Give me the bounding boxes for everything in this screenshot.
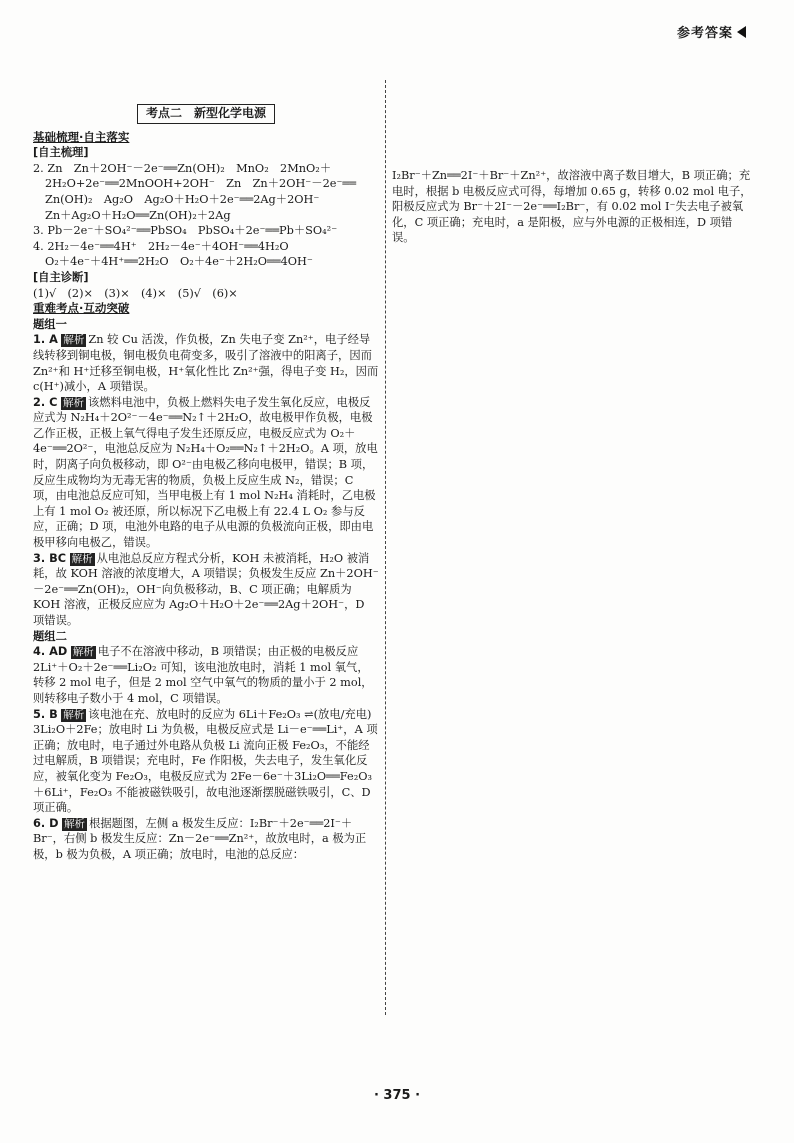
answer-text: 从电池总反应方程式分析，KOH 未被消耗，H₂O 被消耗，故 KOH 溶液的浓度增大，A 项错误；负极发生反应 Zn＋2OH⁻－2e⁻══Zn(OH)₂，OH⁻向负极移动，B、C 项正确；电解质为 KOH 溶液，正极反应应为 Ag₂O＋H₂O＋2e⁻══2Ag＋2OH⁻，D 项错误。 [33,551,379,627]
answer-item-4: 4. AD 解析 电子不在溶液中移动，B 项错误；由正极的电极反应 2Li⁺＋O₂＋2e⁻══Li₂O₂ 可知，该电池放电时，消耗 1 mol 氧气，转移 2 mol 电子，但是 2 mol 空气中氧气的物质的量小于 2 mol，则转移电子数小于 4 mol，C 项错误。 [33,645,373,705]
analysis-tag: 解析 [63,708,85,721]
review-line: Zn＋Ag₂O＋H₂O══Zn(OH)₂＋2Ag [45,208,231,222]
answer-text: 根据题图，左侧 a 极发生反应：I₂Br⁻＋2e⁻══2I⁻＋Br⁻，右侧 b 极发生反应：Zn－2e⁻══Zn²⁺，故放电时，a 极为正极，b 极为负极，A 项正确；放电时，电池的总反应： [33,816,367,861]
header-label-text: 参考答案 [676,26,733,41]
triangle-marker-icon [737,26,746,38]
answer-text: Zn 较 Cu 活泼，作负极，Zn 失电子变 Zn²⁺，电子经导线转移到铜电极，铜电极负电荷变多，吸引了溶液中的阳离子，因而 Zn²⁺和 H⁺迁移至铜电极，H⁺氧化性比 Zn²⁺强，得电子变 H₂，因而 c(H⁺)减小，A 项错误。 [33,333,379,394]
analysis-tag: 解析 [63,334,85,347]
answer-item-3: 3. BC 解析 从电池总反应方程式分析，KOH 未被消耗，H₂O 被消耗，故 KOH 溶液的浓度增大，A 项错误；负极发生反应 Zn＋2OH⁻－2e⁻══Zn(OH)₂，OH⁻向负极移动，B、C 项正确；电解质为 KOH 溶液，正极反应应为 Ag₂O＋H₂O＋2e⁻══2Ag＋2OH⁻，D 项错误。 [33,551,379,627]
self-review-label: [自主梳理] [33,146,89,160]
answer-item-5: 5. B 解析 该电池在充、放电时的反应为 6Li＋Fe₂O₃ ⇌(放电/充电) 3Li₂O＋2Fe；放电时 Li 为负极，电极反应式是 Li－e⁻══Li⁺，A 项正确；放电时，电子通过外电路从负极 Li 流向正极 Fe₂O₃，不能经过电解质，B 项错误；充电时，Fe 作阳极，失去电子，发生氧化反应，被氧化变为 Fe₂O₃，电极反应式为 2Fe－6e⁻＋3Li₂O══Fe₂O₃＋6Li⁺，Fe₂O₃ 不能被磁铁吸引，故电池逐渐摆脱磁铁吸引，C、D 项正确。 [33,707,378,815]
review-line: 2H₂O+2e⁻══2MnOOH+2OH⁻ Zn Zn＋2OH⁻－2e⁻══ [45,177,357,191]
answer-item-6-continued: I₂Br⁻＋Zn══2I⁻＋Br⁻＋Zn²⁺，故溶液中离子数目增大，B 项正确；充电时，根据 b 电极反应式可得，每增加 0.65 g，转移 0.02 mol 电子，阳极反应式为 Br⁻＋2I⁻－2e⁻══I₂Br⁻，有 0.02 mol I⁻失去电子被氧化，C 项正确；充电时，a 是阳极，应与外电源的正极相连，D 项错误。 [392,169,752,245]
page-number: · 375 · [373,1088,421,1103]
review-line: 4. 2H₂－4e⁻══4H⁺ 2H₂－4e⁻＋4OH⁻══4H₂O [33,239,289,253]
header-label [677,22,746,41]
analysis-tag: 解析 [64,817,86,830]
column-divider [385,80,386,1015]
answer-text: 电子不在溶液中移动，B 项错误；由正极的电极反应 2Li⁺＋O₂＋2e⁻══Li₂O₂ 可知，该电池放电时，消耗 1 mol 氧气，转移 2 mol 电子，但是 2 mol 空气中氧气的物质的量小于 2 mol，则转移电子数小于 4 mol，C 项错误。 [33,645,373,705]
analysis-tag: 解析 [62,396,84,409]
answer-item-1: 1. A 解析 Zn 较 Cu 活泼，作负极，Zn 失电子变 Zn²⁺，电子经导线转移到铜电极，铜电极负电荷变多，吸引了溶液中的阳离子，因而 Zn²⁺和 H⁺迁移至铜电极，H⁺氧化性比 Zn²⁺强，得电子变 H₂，因而 c(H⁺)减小，A 项错误。 [33,333,379,394]
answer-text: 该燃料电池中，负极上燃料失电子发生氧化反应，电极反应式为 N₂H₄＋2O²⁻－4e⁻══N₂↑＋2H₂O，故电极甲作负极，电极乙作正极，正极上氧气得电子发生还原反应，电极反应式为 O₂＋4e⁻══2O²⁻，电池总反应为 N₂H₄＋O₂══N₂↑＋2H₂O。A 项，放电时，阴离子向负极移动，即 O²⁻由电极乙移向电极甲，错误；B 项，反应生成物均为无毒无害的物质，负极上反应生成 N₂，错误；C 项，由电池总反应可知，当甲电极上有 1 mol N₂H₄ 消耗时，乙电极上有 1 mol O₂ 被还原，所以标况下乙电极上有 22.4 L O₂ 参与反应，正确；D 项，电池外电路的电子从电源的负极流向正极，即由电极甲移向电极乙，错误。 [33,395,378,550]
self-diagnosis-label: [自主诊断] [33,270,89,284]
review-line: 2. Zn Zn＋2OH⁻－2e⁻══Zn(OH)₂ MnO₂ 2MnO₂＋ [33,161,332,175]
subheading-basic-review: 基础梳理·自主落实 [33,129,130,144]
answer-item-2: 2. C 解析 该燃料电池中，负极上燃料失电子发生氧化反应，电极反应式为 N₂H₄＋2O²⁻－4e⁻══N₂↑＋2H₂O，故电极甲作负极，电极乙作正极，正极上氧气得电子发生还原反应，电极反应式为 O₂＋4e⁻══2O²⁻，电池总反应为 N₂H₄＋O₂══N₂↑＋2H₂O。A 项，放电时，阴离子向负极移动，即 O²⁻由电极乙移向电极甲，错误；B 项，反应生成物均为无毒无害的物质，负极上反应生成 N₂，错误；C 项，由电池总反应可知，当甲电极上有 1 mol N₂H₄ 消耗时，乙电极上有 1 mol O₂ 被还原，所以标况下乙电极上有 22.4 L O₂ 参与反应，正确；D 项，电池外电路的电子从电源的负极流向正极，即由电极甲移向电极乙，错误。 [33,395,378,550]
group-one-label: 题组一 [33,317,67,331]
answer-text: 该电池在充、放电时的反应为 6Li＋Fe₂O₃ ⇌(放电/充电) 3Li₂O＋2Fe；放电时 Li 为负极，电极反应式是 Li－e⁻══Li⁺，A 项正确；放电时，电子通过外电路从负极 Li 流向正极 Fe₂O₃，不能经过电解质，B 项错误；充电时，Fe 作阳极，失去电子，发生氧化反应，被氧化变为 Fe₂O₃，电极反应式为 2Fe－6e⁻＋3Li₂O══Fe₂O₃＋6Li⁺，Fe₂O₃ 不能被磁铁吸引，故电池逐渐摆脱磁铁吸引，C、D 项正确。 [33,707,378,815]
review-line: O₂＋4e⁻＋4H⁺══2H₂O O₂＋4e⁻＋2H₂O══4OH⁻ [45,255,313,269]
diagnosis-line: (1)√ (2)× (3)× (4)× (5)√ (6)× [33,286,238,300]
subheading-key-points: 重难考点·互动突破 [33,301,130,316]
group-two-label: 题组二 [33,629,67,643]
left-column [33,104,379,863]
review-line: Zn(OH)₂ Ag₂O Ag₂O＋H₂O＋2e⁻══2Ag＋2OH⁻ [45,192,320,206]
review-line: 3. Pb－2e⁻＋SO₄²⁻══PbSO₄ PbSO₄＋2e⁻══Pb＋SO₄²⁻ [33,224,338,238]
right-column [392,168,754,246]
analysis-tag: 解析 [72,646,94,659]
analysis-tag: 解析 [71,552,93,565]
answer-item-6: 6. D 解析 根据题图，左侧 a 极发生反应：I₂Br⁻＋2e⁻══2I⁻＋Br⁻，右侧 b 极发生反应：Zn－2e⁻══Zn²⁺，故放电时，a 极为正极，b 极为负极，A 项正确；放电时，电池的总反应： [33,816,367,861]
section-title: 考点二 新型化学电源 [33,104,379,124]
